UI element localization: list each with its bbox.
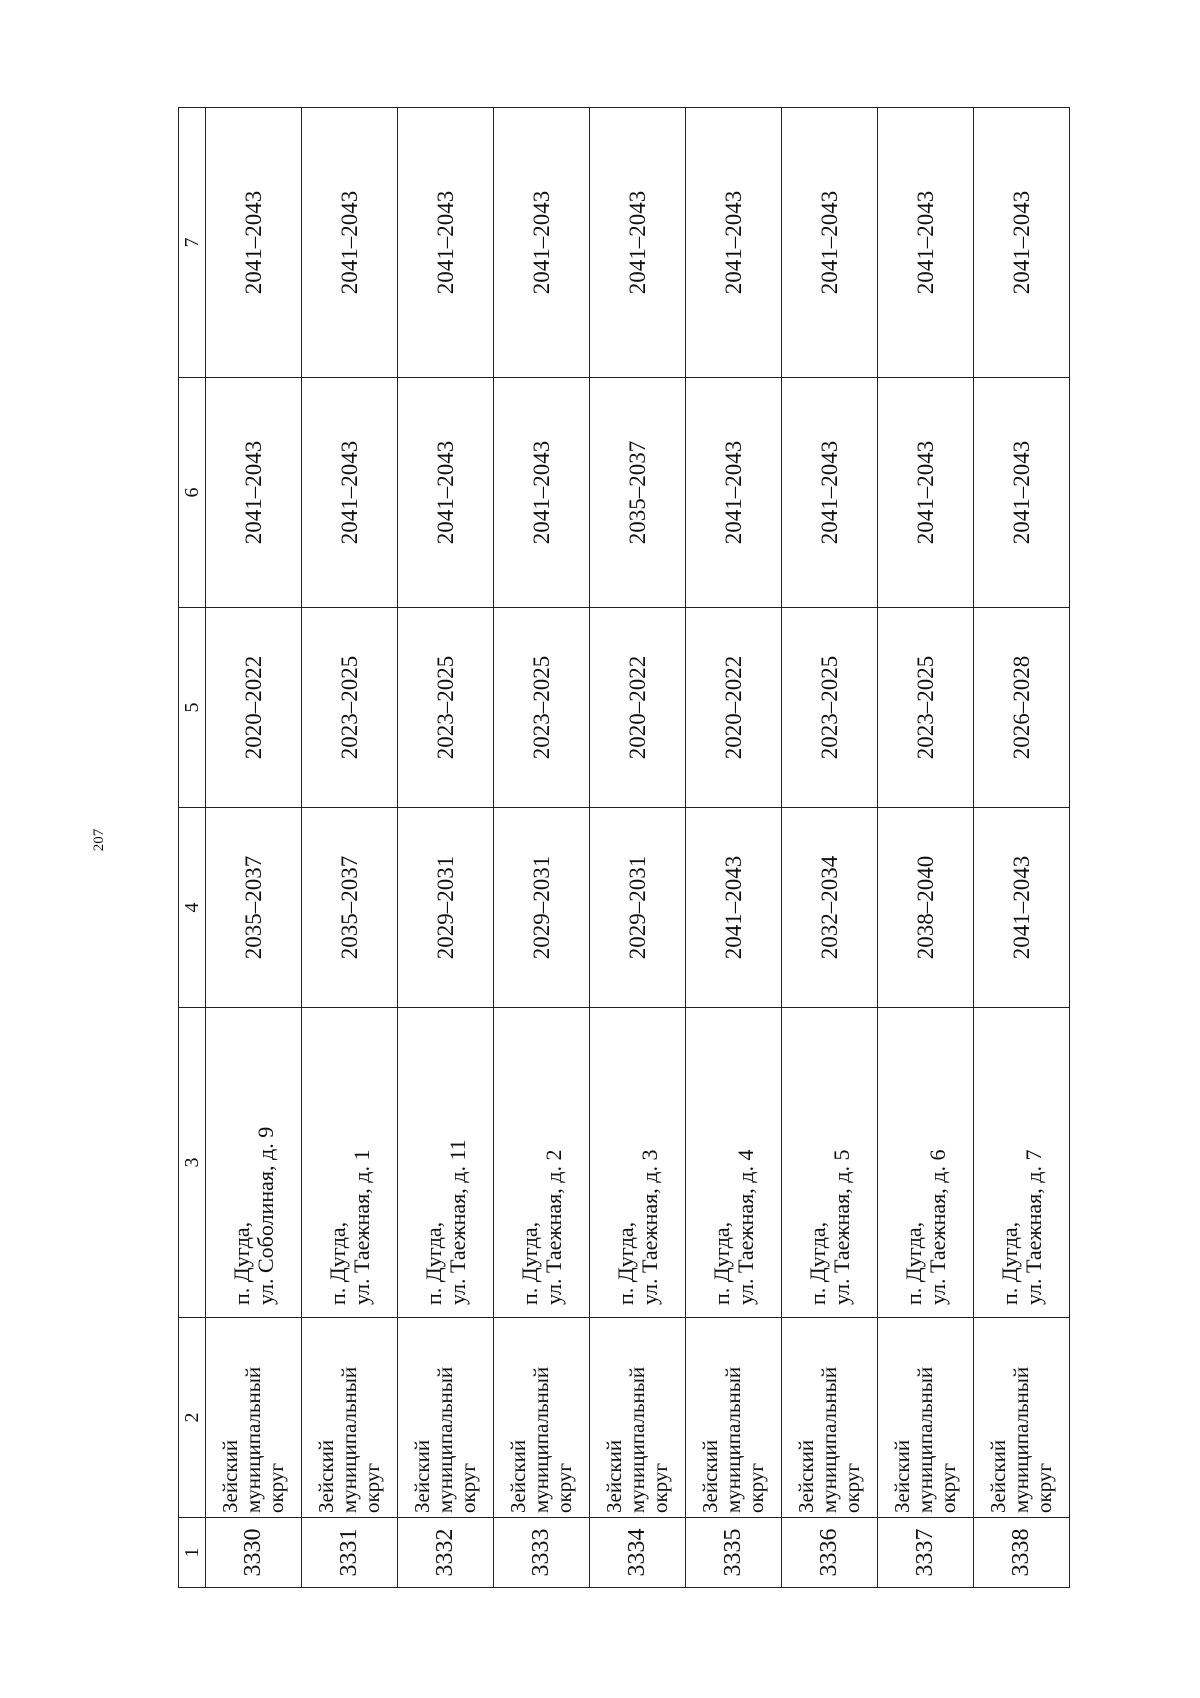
period-cell-col6: 2041–2043 [494,378,590,608]
period-cell-col4: 2029–2031 [398,808,494,1008]
municipality-cell [206,1318,302,1518]
row-number-cell: 3330 [206,1518,302,1588]
page-number: 207 [91,828,107,852]
municipality-line: Зейский [986,1439,1010,1513]
table-row [686,108,782,1588]
address-line: ул. Таежная, д. 11 [444,1139,470,1305]
municipality-line: округ [360,1462,384,1513]
municipality-cell [686,1318,782,1518]
column-header: 6 [179,378,206,608]
table-row [974,108,1070,1588]
municipality-cell [398,1318,494,1518]
period-cell-col7: 2041–2043 [686,108,782,378]
municipality-line: муниципальный [241,1366,265,1513]
address-line: п. Дугда, [324,1221,350,1305]
column-header: 3 [179,1008,206,1318]
address-line: п. Дугда, [996,1221,1022,1305]
municipality-line: Зейский [890,1439,914,1513]
municipality-line: Зейский [506,1439,530,1513]
municipality-line: Зейский [314,1439,338,1513]
municipality-line: муниципальный [529,1366,553,1513]
period-cell-col7: 2041–2043 [590,108,686,378]
table-row [206,108,302,1588]
municipality-line: Зейский [794,1439,818,1513]
table-row [590,108,686,1588]
period-cell-col5: 2026–2028 [974,608,1070,808]
municipality-line: Зейский [410,1439,434,1513]
municipality-line: округ [264,1462,288,1513]
municipality-cell [974,1318,1070,1518]
period-cell-col4: 2035–2037 [206,808,302,1008]
period-cell-col4: 2032–2034 [782,808,878,1008]
table-row [494,108,590,1588]
municipality-line: муниципальный [817,1366,841,1513]
address-cell [398,1008,494,1318]
row-number-cell: 3332 [398,1518,494,1588]
table-header [179,108,206,1588]
address-line: ул. Таежная, д. 3 [636,1149,662,1305]
address-line: п. Дугда, [612,1221,638,1305]
municipality-line: округ [552,1462,576,1513]
period-cell-col4: 2035–2037 [302,808,398,1008]
address-cell [590,1008,686,1318]
row-number-cell: 3337 [878,1518,974,1588]
row-number-cell: 3336 [782,1518,878,1588]
period-cell-col4: 2041–2043 [974,808,1070,1008]
address-cell [206,1008,302,1318]
address-line: ул. Таежная, д. 5 [828,1149,854,1305]
address-line: ул. Таежная, д. 2 [540,1149,566,1305]
schedule-table [178,107,1070,1588]
column-header: 4 [179,808,206,1008]
municipality-line: Зейский [218,1439,242,1513]
period-cell-col6: 2041–2043 [302,378,398,608]
period-cell-col4: 2029–2031 [494,808,590,1008]
municipality-line: муниципальный [337,1366,361,1513]
table-row [302,108,398,1588]
header-row [179,108,206,1588]
table-row [398,108,494,1588]
period-cell-col6: 2041–2043 [782,378,878,608]
period-cell-col6: 2041–2043 [686,378,782,608]
period-cell-col7: 2041–2043 [302,108,398,378]
municipality-line: муниципальный [913,1366,937,1513]
municipality-line: Зейский [698,1439,722,1513]
municipality-line: муниципальный [1009,1366,1033,1513]
period-cell-col7: 2041–2043 [494,108,590,378]
address-line: п. Дугда, [516,1221,542,1305]
municipality-line: муниципальный [433,1366,457,1513]
address-line: ул. Соболиная, д. 9 [252,1126,278,1305]
municipality-cell [302,1318,398,1518]
municipality-line: округ [744,1462,768,1513]
period-cell-col7: 2041–2043 [782,108,878,378]
row-number-cell: 3338 [974,1518,1070,1588]
period-cell-col5: 2020–2022 [206,608,302,808]
municipality-line: округ [936,1462,960,1513]
row-number-cell: 3331 [302,1518,398,1588]
period-cell-col7: 2041–2043 [878,108,974,378]
period-cell-col4: 2038–2040 [878,808,974,1008]
municipality-line: округ [840,1462,864,1513]
address-cell [974,1008,1070,1318]
municipality-cell [590,1318,686,1518]
address-cell [782,1008,878,1318]
period-cell-col5: 2023–2025 [494,608,590,808]
address-cell [686,1008,782,1318]
period-cell-col7: 2041–2043 [206,108,302,378]
table-row [878,108,974,1588]
period-cell-col4: 2029–2031 [590,808,686,1008]
address-cell [302,1008,398,1318]
table-row [782,108,878,1588]
row-number-cell: 3333 [494,1518,590,1588]
municipality-line: муниципальный [721,1366,745,1513]
row-number-cell: 3334 [590,1518,686,1588]
table-body [206,108,1070,1588]
period-cell-col5: 2023–2025 [398,608,494,808]
address-line: ул. Таежная, д. 7 [1020,1149,1046,1305]
municipality-line: округ [456,1462,480,1513]
municipality-line: муниципальный [625,1366,649,1513]
address-line: п. Дугда, [900,1221,926,1305]
period-cell-col5: 2023–2025 [782,608,878,808]
address-line: п. Дугда, [708,1221,734,1305]
address-line: ул. Таежная, д. 6 [924,1149,950,1305]
municipality-cell [494,1318,590,1518]
column-header: 7 [179,108,206,378]
column-header: 1 [179,1518,206,1588]
period-cell-col7: 2041–2043 [974,108,1070,378]
period-cell-col4: 2041–2043 [686,808,782,1008]
period-cell-col5: 2023–2025 [878,608,974,808]
address-cell [878,1008,974,1318]
municipality-cell [878,1318,974,1518]
address-line: п. Дугда, [420,1221,446,1305]
address-line: ул. Таежная, д. 4 [732,1149,758,1305]
address-cell [494,1008,590,1318]
row-number-cell: 3335 [686,1518,782,1588]
period-cell-col6: 2041–2043 [398,378,494,608]
period-cell-col5: 2023–2025 [302,608,398,808]
address-line: п. Дугда, [804,1221,830,1305]
period-cell-col6: 2041–2043 [878,378,974,608]
period-cell-col6: 2041–2043 [206,378,302,608]
municipality-line: Зейский [602,1439,626,1513]
municipality-line: округ [1032,1462,1056,1513]
column-header: 5 [179,608,206,808]
period-cell-col6: 2041–2043 [974,378,1070,608]
address-line: п. Дугда, [228,1221,254,1305]
period-cell-col7: 2041–2043 [398,108,494,378]
period-cell-col5: 2020–2022 [686,608,782,808]
municipality-cell [782,1318,878,1518]
municipality-line: округ [648,1462,672,1513]
period-cell-col5: 2020–2022 [590,608,686,808]
period-cell-col6: 2035–2037 [590,378,686,608]
column-header: 2 [179,1318,206,1518]
address-line: ул. Таежная, д. 1 [348,1149,374,1305]
